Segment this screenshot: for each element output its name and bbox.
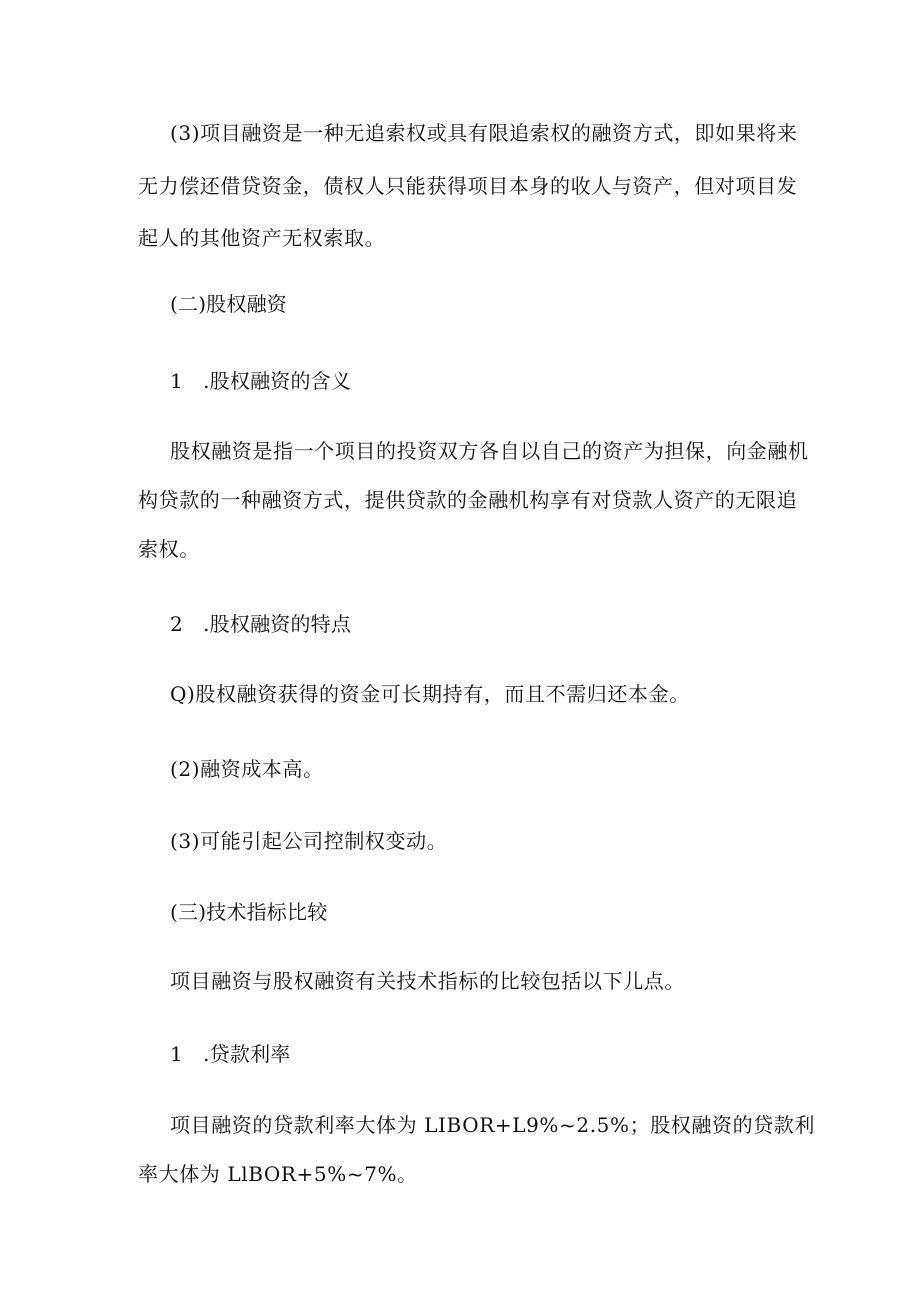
paragraph-interest-rate-line-2: 率大体为 LlBOR+5%~7%。 bbox=[138, 1162, 418, 1186]
paragraph-equity-definition-line-2: 构贷款的一种融资方式，提供贷款的金融机构享有对贷款人资产的无限追 bbox=[138, 488, 798, 512]
feature-item-1: Q)股权融资获得的资金可长期持有，而且不需归还本金。 bbox=[170, 682, 690, 706]
section-heading-equity-financing: (二)股权融资 bbox=[170, 292, 288, 316]
paragraph-project-financing-line-1: (3)项目融资是一种无追索权或具有限追索权的融资方式，即如果将来 bbox=[170, 121, 798, 145]
paragraph-comparison-intro: 项目融资与股权融资有关技术指标的比较包括以下儿点。 bbox=[170, 969, 685, 993]
paragraph-equity-definition-line-3: 索权。 bbox=[138, 537, 200, 561]
paragraph-project-financing-line-2: 无力偿还借贷资金，债权人只能获得项目本身的收人与资产，但对项目发 bbox=[138, 174, 798, 198]
subheading-equity-meaning: 1 .股权融资的含义 bbox=[170, 369, 352, 393]
subheading-loan-interest-rate: 1 .贷款利率 bbox=[170, 1042, 291, 1066]
paragraph-equity-definition-line-1: 股权融资是指一个项目的投资双方各自以自己的资产为担保，向金融机 bbox=[170, 439, 809, 463]
feature-item-2: (2)融资成本高。 bbox=[170, 757, 324, 781]
paragraph-interest-rate-line-1: 项目融资的贷款利率大体为 LIBOR+L9%~2.5%；股权融资的贷款利 bbox=[170, 1113, 815, 1137]
section-heading-technical-comparison: (三)技术指标比较 bbox=[170, 900, 328, 924]
subheading-equity-features: 2 .股权融资的特点 bbox=[170, 612, 352, 636]
feature-item-3: (3)可能引起公司控制权变动。 bbox=[170, 829, 448, 853]
paragraph-project-financing-line-3: 起人的其他资产无权索取。 bbox=[138, 226, 386, 250]
